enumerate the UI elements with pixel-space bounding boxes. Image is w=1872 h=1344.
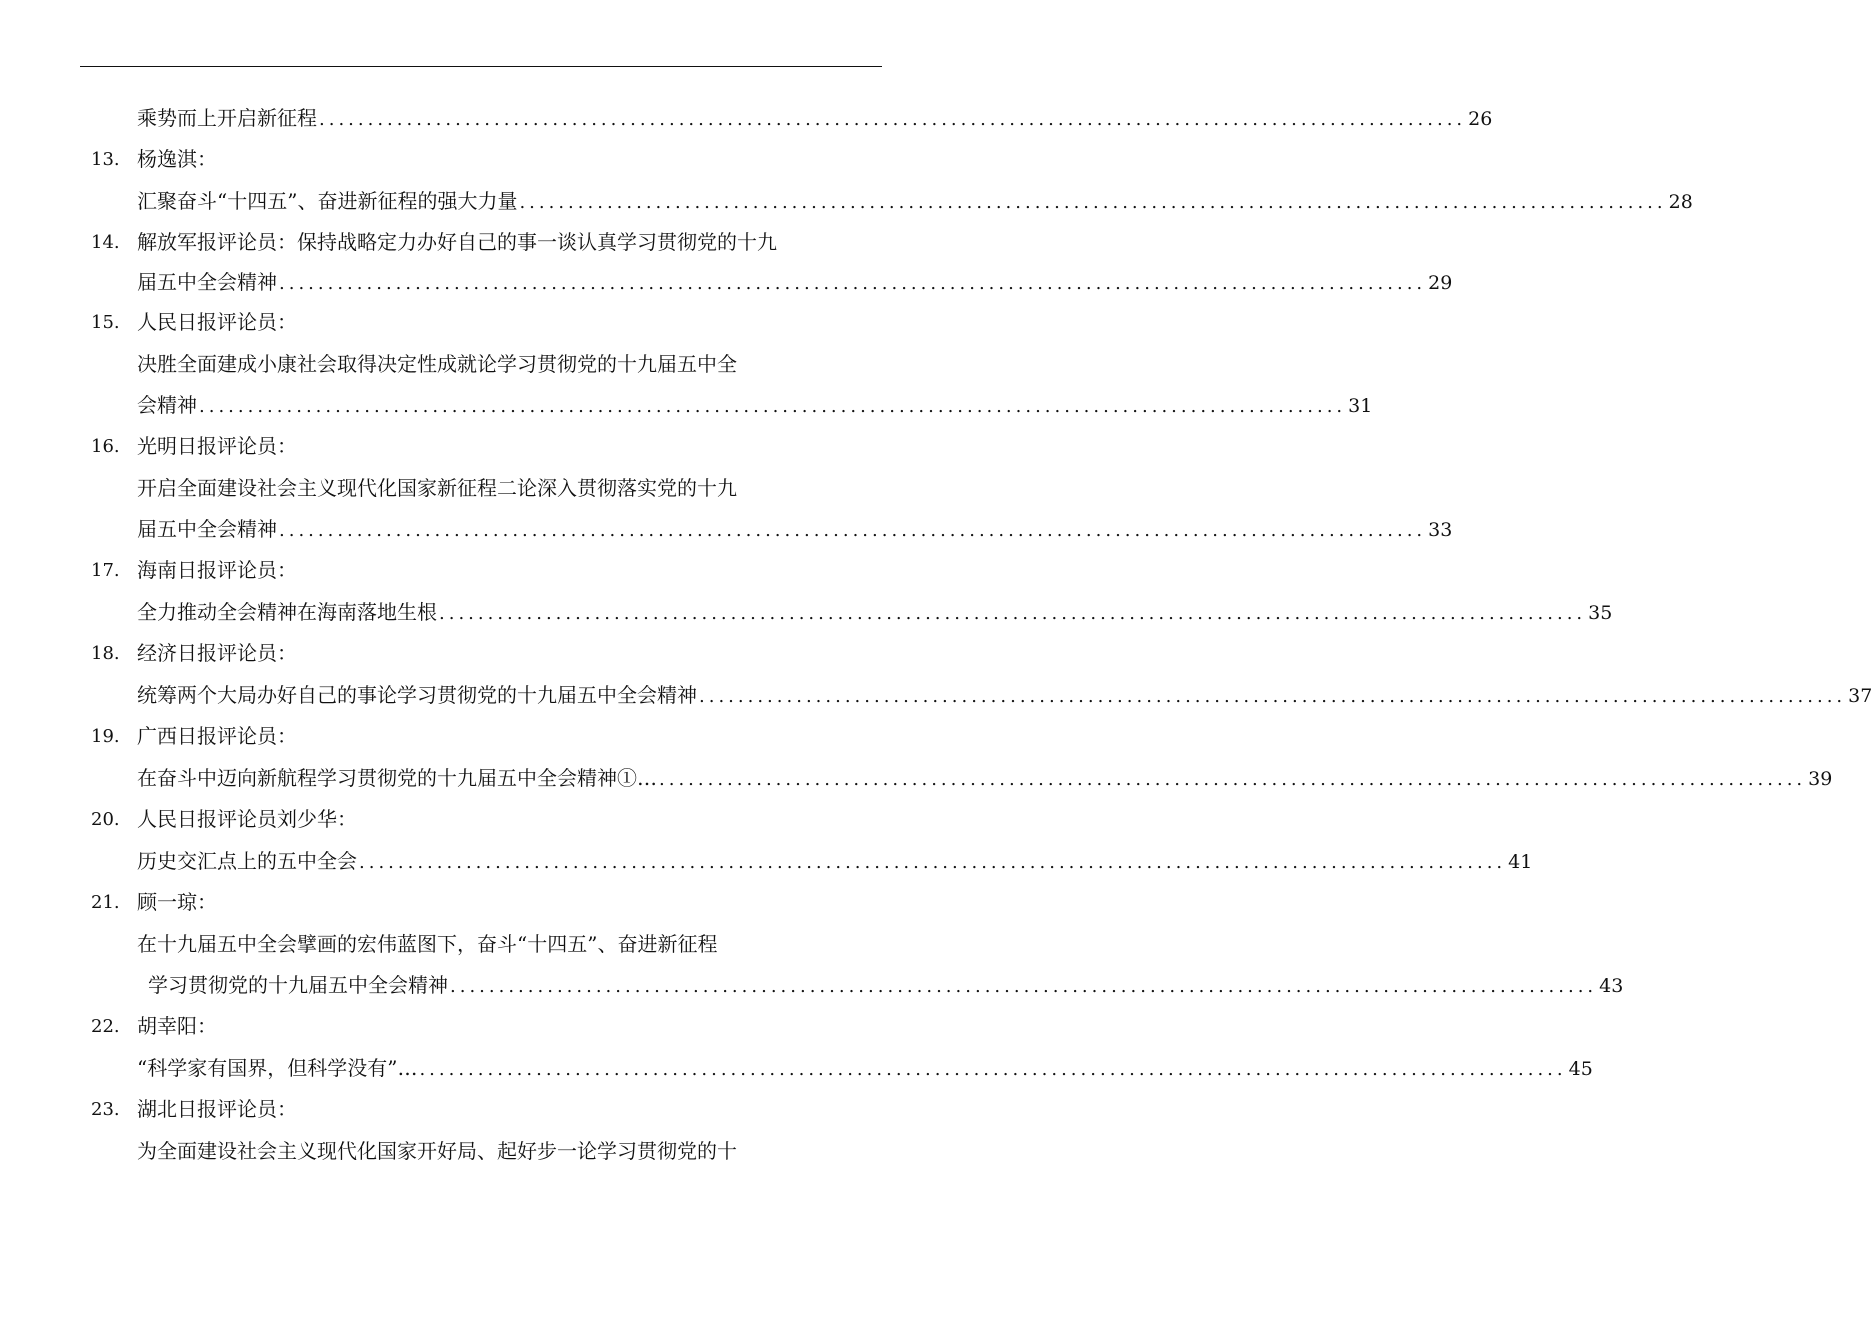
dot-leader: ...................................................................................................................... xyxy=(199,396,1347,417)
toc-title: 届五中全会精神 xyxy=(137,270,277,294)
toc-page: 45 xyxy=(1568,1058,1593,1080)
dot-leader: ...................................................................................................................... xyxy=(519,192,1667,213)
toc-page: 41 xyxy=(1508,851,1533,873)
toc-title: 届五中全会精神 xyxy=(137,517,277,541)
entry-number: 13. xyxy=(91,149,120,170)
entry-number: 18. xyxy=(91,643,120,664)
entry-title-line: 为全面建设社会主义现代化国家开好局、起好步一论学习贯彻党的十 xyxy=(137,1139,737,1163)
entry-number: 20. xyxy=(91,809,120,830)
toc-entry[interactable] xyxy=(137,841,1533,881)
toc-page: 28 xyxy=(1668,191,1693,213)
dot-leader: ...................................................................................................................... xyxy=(279,520,1427,541)
dot-leader: ...................................................................................................................... xyxy=(359,852,1507,873)
entry-title-line: 开启全面建设社会主义现代化国家新征程二论深入贯彻落实党的十九 xyxy=(137,476,737,500)
toc-entry[interactable] xyxy=(137,675,1872,715)
toc-page: 26 xyxy=(1468,108,1493,130)
toc-page: 31 xyxy=(1348,395,1373,417)
toc-entry[interactable] xyxy=(137,262,1453,302)
toc-entry[interactable] xyxy=(137,592,1613,632)
toc-page: 35 xyxy=(1588,602,1613,624)
entry-author: 湖北日报评论员： xyxy=(137,1097,297,1121)
entry-number: 22. xyxy=(91,1016,120,1037)
entry-number: 21. xyxy=(91,892,120,913)
toc-title: 在奋斗中迈向新航程学习贯彻党的十九届五中全会精神①… xyxy=(137,766,657,790)
dot-leader: ...................................................................................................................... xyxy=(450,976,1598,997)
header-rule xyxy=(80,66,882,67)
toc-entry[interactable] xyxy=(137,98,1493,138)
toc-entry[interactable] xyxy=(137,758,1833,798)
dot-leader: ...................................................................................................................... xyxy=(279,273,1427,294)
entry-author: 解放军报评论员：保持战略定力办好自己的事一谈认真学习贯彻党的十九 xyxy=(137,230,777,254)
entry-number: 17. xyxy=(91,560,120,581)
toc-page: 37 xyxy=(1848,685,1872,707)
toc-page: 39 xyxy=(1808,768,1833,790)
toc-entry[interactable] xyxy=(137,1048,1593,1088)
dot-leader: ...................................................................................................................... xyxy=(419,1059,1567,1080)
entry-number: 19. xyxy=(91,726,120,747)
dot-leader: ...................................................................................................................... xyxy=(319,109,1467,130)
entry-number: 16. xyxy=(91,436,120,457)
entry-author: 广西日报评论员： xyxy=(137,724,297,748)
toc-entry[interactable] xyxy=(148,965,1624,1005)
toc-entry[interactable] xyxy=(137,509,1453,549)
entry-author: 人民日报评论员刘少华： xyxy=(137,807,357,831)
toc-title: “科学家有国界，但科学没有”… xyxy=(137,1056,418,1080)
entry-author: 经济日报评论员： xyxy=(137,641,297,665)
toc-title: 会精神 xyxy=(137,393,197,417)
entry-author: 胡幸阳： xyxy=(137,1014,217,1038)
toc-title: 统筹两个大局办好自己的事论学习贯彻党的十九届五中全会精神 xyxy=(137,683,697,707)
dot-leader: ...................................................................................................................... xyxy=(699,686,1847,707)
entry-author: 人民日报评论员： xyxy=(137,310,297,334)
toc-title: 历史交汇点上的五中全会 xyxy=(137,849,357,873)
entry-title-line: 在十九届五中全会擘画的宏伟蓝图下，奋斗“十四五”、奋进新征程 xyxy=(137,932,718,956)
entry-author: 顾一琼： xyxy=(137,890,217,914)
entry-author: 光明日报评论员： xyxy=(137,434,297,458)
toc-title: 学习贯彻党的十九届五中全会精神 xyxy=(148,973,448,997)
toc-title: 全力推动全会精神在海南落地生根 xyxy=(137,600,437,624)
entry-number: 15. xyxy=(91,312,120,333)
dot-leader: ...................................................................................................................... xyxy=(659,769,1807,790)
entry-number: 23. xyxy=(91,1099,120,1120)
entry-title-line: 决胜全面建成小康社会取得决定性成就论学习贯彻党的十九届五中全 xyxy=(137,352,737,376)
entry-author: 海南日报评论员： xyxy=(137,558,297,582)
entry-number: 14. xyxy=(91,232,120,253)
toc-entry[interactable] xyxy=(137,385,1373,425)
entry-author: 杨逸淇： xyxy=(137,147,217,171)
toc-page: 29 xyxy=(1428,272,1453,294)
toc-title: 汇聚奋斗“十四五”、奋进新征程的强大力量 xyxy=(137,189,518,213)
dot-leader: ...................................................................................................................... xyxy=(439,603,1587,624)
toc-entry[interactable] xyxy=(137,181,1693,221)
toc-page: 43 xyxy=(1599,975,1624,997)
toc-title: 乘势而上开启新征程 xyxy=(137,106,317,130)
toc-page: 33 xyxy=(1428,519,1453,541)
